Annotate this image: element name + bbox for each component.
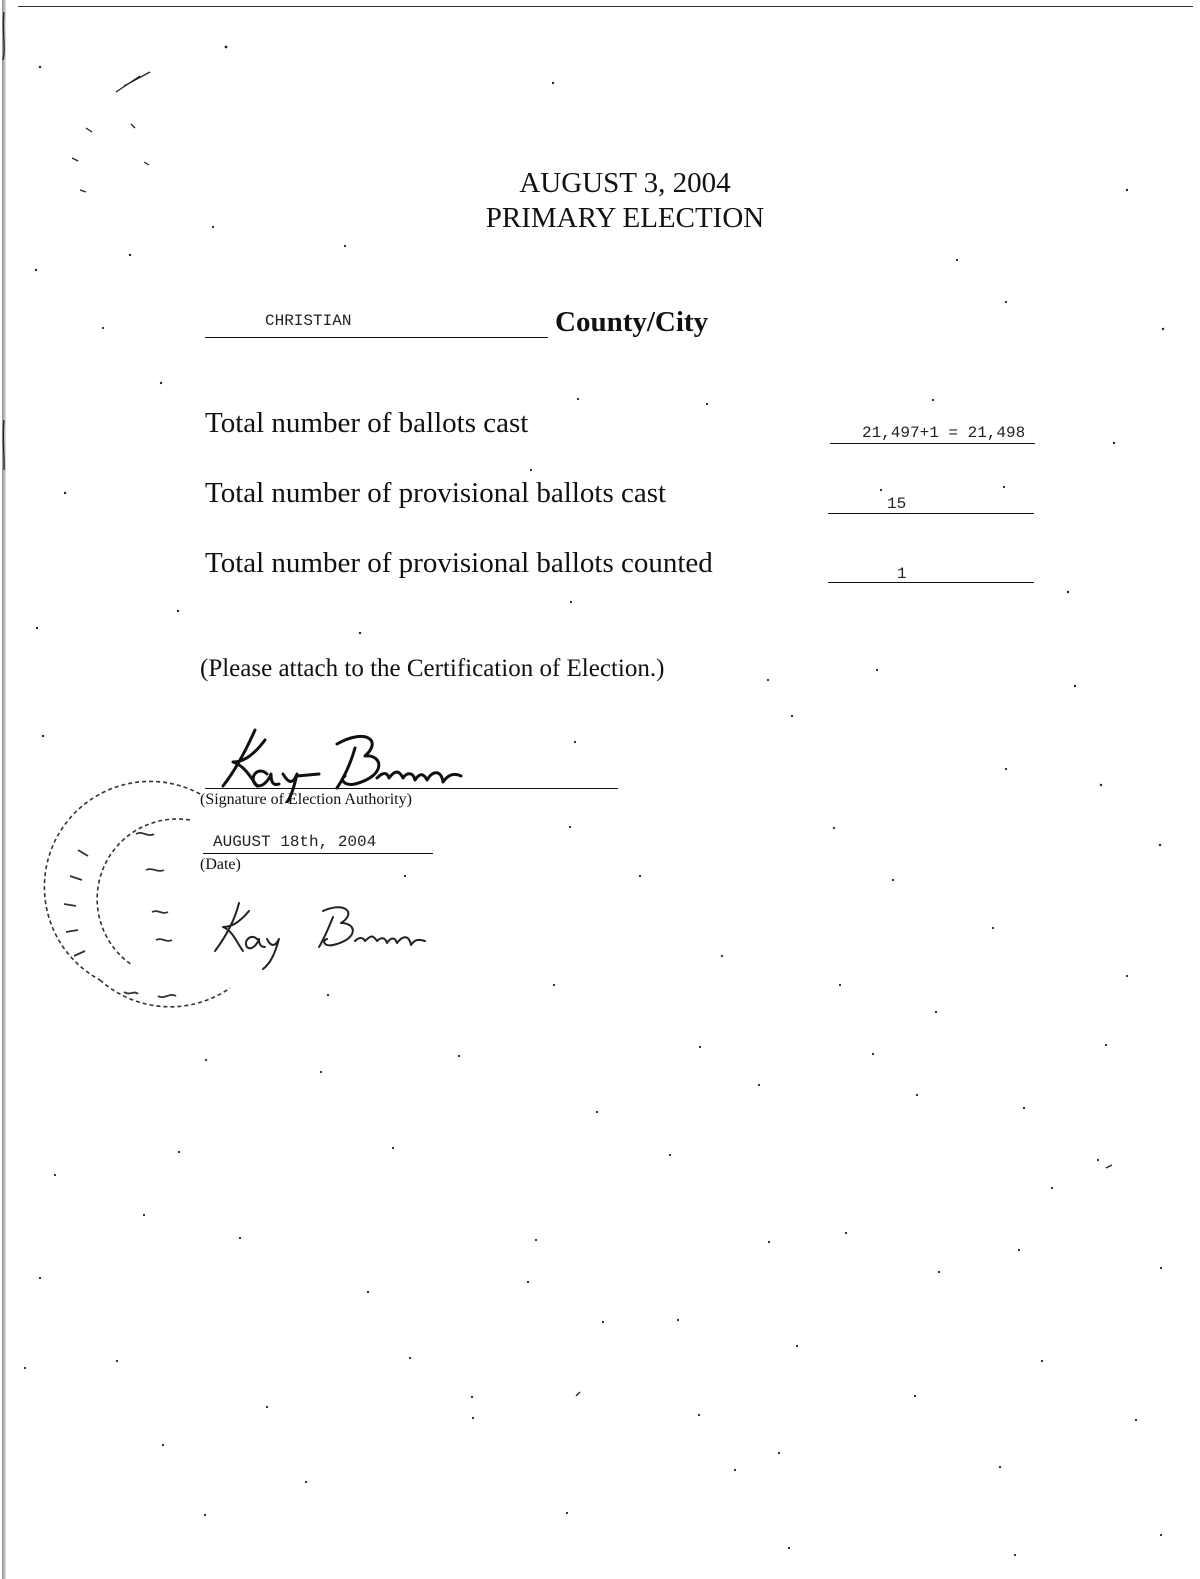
signature-caption: (Signature of Election Authority) <box>200 791 412 808</box>
provisional-cast-label: Total number of provisional ballots cast <box>205 477 667 509</box>
date-underline <box>203 853 433 854</box>
provisional-counted-underline <box>828 582 1034 583</box>
ballots-cast-underline <box>830 443 1035 444</box>
signature-line <box>205 788 618 789</box>
ballots-cast-value: 21,497+1 = 21,498 <box>862 424 1026 442</box>
certification-date-value: AUGUST 18th, 2004 <box>213 833 377 851</box>
county-city-label: County/City <box>555 306 709 338</box>
election-date-heading: AUGUST 3, 2004 <box>519 167 731 199</box>
election-type-heading: PRIMARY ELECTION <box>485 202 765 234</box>
second-signature-handwriting <box>205 895 475 970</box>
attachment-note: (Please attach to the Certification of Election.) <box>200 655 665 682</box>
provisional-counted-value: 1 <box>897 565 907 583</box>
ballots-cast-label: Total number of ballots cast <box>205 407 529 439</box>
county-underline <box>205 337 548 338</box>
date-caption: (Date) <box>200 856 241 873</box>
provisional-cast-underline <box>828 513 1034 514</box>
provisional-counted-label: Total number of provisional ballots counted <box>205 547 713 579</box>
county-name-value: CHRISTIAN <box>265 312 352 330</box>
provisional-cast-value: 15 <box>887 495 907 513</box>
